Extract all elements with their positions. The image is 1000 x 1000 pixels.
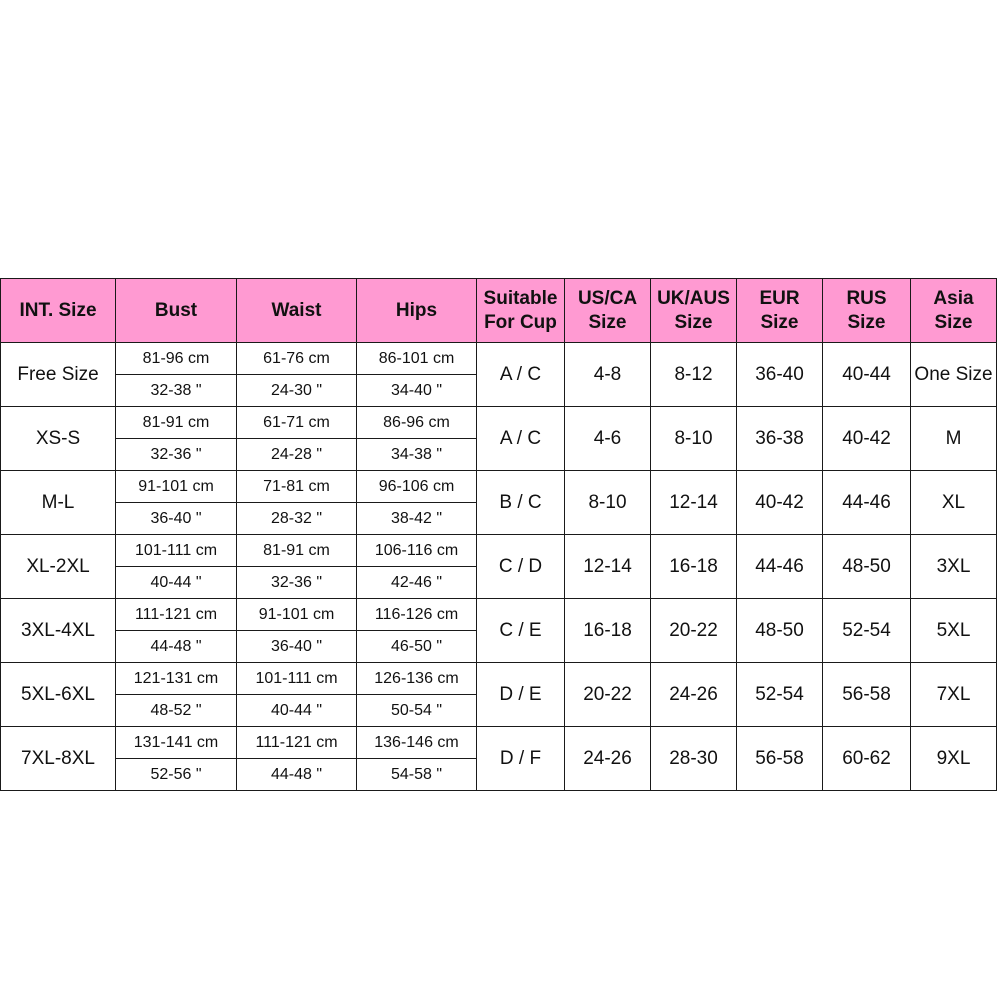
eur-size-cell: 40-42 [737, 471, 823, 535]
int-size-cell: 7XL-8XL [1, 727, 116, 791]
us-ca-size-cell: 16-18 [565, 599, 651, 663]
hips-cm-cell: 86-101 cm [357, 343, 477, 375]
bust-cm-cell: 91-101 cm [116, 471, 237, 503]
rus-size-cell: 40-44 [823, 343, 911, 407]
hips-inch-cell: 34-38 " [357, 439, 477, 471]
header-hips: Hips [357, 279, 477, 343]
eur-size-cell: 56-58 [737, 727, 823, 791]
waist-cm-cell: 81-91 cm [237, 535, 357, 567]
eur-size-cell: 36-38 [737, 407, 823, 471]
header-eur-size [737, 279, 823, 343]
hips-cm-cell: 136-146 cm [357, 727, 477, 759]
hips-cm-cell: 86-96 cm [357, 407, 477, 439]
waist-inch-cell: 24-30 " [237, 375, 357, 407]
hips-cm-cell: 106-116 cm [357, 535, 477, 567]
table-row [1, 663, 997, 695]
cup-cell: C / D [477, 535, 565, 599]
rus-size-cell: 60-62 [823, 727, 911, 791]
uk-aus-size-cell: 8-12 [651, 343, 737, 407]
waist-inch-cell: 24-28 " [237, 439, 357, 471]
uk-aus-size-cell: 20-22 [651, 599, 737, 663]
cup-cell: A / C [477, 407, 565, 471]
int-size-cell: 3XL-4XL [1, 599, 116, 663]
header-ukaus-line1: UK/AUS [657, 287, 730, 309]
header-uk-aus-size [651, 279, 737, 343]
hips-cm-cell: 116-126 cm [357, 599, 477, 631]
header-eur-line1: EUR [759, 287, 800, 309]
table-row [1, 407, 997, 439]
table-row [1, 471, 997, 503]
hips-inch-cell: 34-40 " [357, 375, 477, 407]
header-suitable-for-cup [477, 279, 565, 343]
header-usca-line1: US/CA [577, 287, 638, 309]
bust-cm-cell: 101-111 cm [116, 535, 237, 567]
waist-inch-cell: 28-32 " [237, 503, 357, 535]
bust-inch-cell: 48-52 " [116, 695, 237, 727]
waist-cm-cell: 101-111 cm [237, 663, 357, 695]
eur-size-cell: 36-40 [737, 343, 823, 407]
header-cup-line1: Suitable [483, 287, 558, 309]
waist-inch-cell: 32-36 " [237, 567, 357, 599]
bust-cm-cell: 81-96 cm [116, 343, 237, 375]
header-usca-line2: Size [588, 311, 627, 333]
cup-cell: B / C [477, 471, 565, 535]
bust-inch-cell: 40-44 " [116, 567, 237, 599]
hips-inch-cell: 50-54 " [357, 695, 477, 727]
us-ca-size-cell: 4-8 [565, 343, 651, 407]
bust-cm-cell: 121-131 cm [116, 663, 237, 695]
asia-size-cell: 9XL [911, 727, 997, 791]
header-asia-line1: Asia [933, 287, 974, 309]
uk-aus-size-cell: 8-10 [651, 407, 737, 471]
waist-cm-cell: 71-81 cm [237, 471, 357, 503]
us-ca-size-cell: 12-14 [565, 535, 651, 599]
header-row [1, 279, 997, 343]
us-ca-size-cell: 20-22 [565, 663, 651, 727]
waist-inch-cell: 36-40 " [237, 631, 357, 663]
us-ca-size-cell: 4-6 [565, 407, 651, 471]
table-row [1, 343, 997, 375]
waist-inch-cell: 40-44 " [237, 695, 357, 727]
table-row [1, 535, 997, 567]
int-size-cell: XL-2XL [1, 535, 116, 599]
header-rus-line1: RUS [846, 287, 887, 309]
uk-aus-size-cell: 24-26 [651, 663, 737, 727]
eur-size-cell: 48-50 [737, 599, 823, 663]
bust-inch-cell: 32-36 " [116, 439, 237, 471]
uk-aus-size-cell: 12-14 [651, 471, 737, 535]
size-rows [1, 343, 997, 791]
header-int-size: INT. Size [1, 279, 116, 343]
hips-inch-cell: 38-42 " [357, 503, 477, 535]
header-asia-line2: Size [934, 311, 973, 333]
waist-inch-cell: 44-48 " [237, 759, 357, 791]
hips-cm-cell: 126-136 cm [357, 663, 477, 695]
bust-inch-cell: 36-40 " [116, 503, 237, 535]
bust-inch-cell: 44-48 " [116, 631, 237, 663]
rus-size-cell: 56-58 [823, 663, 911, 727]
cup-cell: C / E [477, 599, 565, 663]
int-size-cell: M-L [1, 471, 116, 535]
cup-cell: D / E [477, 663, 565, 727]
int-size-cell: 5XL-6XL [1, 663, 116, 727]
table-row [1, 727, 997, 759]
waist-cm-cell: 61-76 cm [237, 343, 357, 375]
bust-inch-cell: 52-56 " [116, 759, 237, 791]
us-ca-size-cell: 8-10 [565, 471, 651, 535]
header-us-ca-size [565, 279, 651, 343]
header-ukaus-line2: Size [674, 311, 713, 333]
bust-cm-cell: 111-121 cm [116, 599, 237, 631]
asia-size-cell: 3XL [911, 535, 997, 599]
hips-inch-cell: 46-50 " [357, 631, 477, 663]
waist-cm-cell: 91-101 cm [237, 599, 357, 631]
cup-cell: A / C [477, 343, 565, 407]
asia-size-cell: 5XL [911, 599, 997, 663]
size-chart-table [0, 278, 997, 791]
header-rus-size [823, 279, 911, 343]
header-asia-size [911, 279, 997, 343]
rus-size-cell: 52-54 [823, 599, 911, 663]
rus-size-cell: 48-50 [823, 535, 911, 599]
bust-cm-cell: 81-91 cm [116, 407, 237, 439]
header-waist: Waist [237, 279, 357, 343]
uk-aus-size-cell: 28-30 [651, 727, 737, 791]
hips-cm-cell: 96-106 cm [357, 471, 477, 503]
header-rus-line2: Size [847, 311, 886, 333]
asia-size-cell: One Size [911, 343, 997, 407]
cup-cell: D / F [477, 727, 565, 791]
hips-inch-cell: 54-58 " [357, 759, 477, 791]
int-size-cell: Free Size [1, 343, 116, 407]
us-ca-size-cell: 24-26 [565, 727, 651, 791]
asia-size-cell: M [911, 407, 997, 471]
bust-cm-cell: 131-141 cm [116, 727, 237, 759]
asia-size-cell: XL [911, 471, 997, 535]
eur-size-cell: 52-54 [737, 663, 823, 727]
waist-cm-cell: 61-71 cm [237, 407, 357, 439]
waist-cm-cell: 111-121 cm [237, 727, 357, 759]
hips-inch-cell: 42-46 " [357, 567, 477, 599]
asia-size-cell: 7XL [911, 663, 997, 727]
header-bust: Bust [116, 279, 237, 343]
header-cup-line2: For Cup [484, 311, 557, 333]
header-eur-line2: Size [760, 311, 799, 333]
rus-size-cell: 40-42 [823, 407, 911, 471]
eur-size-cell: 44-46 [737, 535, 823, 599]
table-row [1, 599, 997, 631]
uk-aus-size-cell: 16-18 [651, 535, 737, 599]
rus-size-cell: 44-46 [823, 471, 911, 535]
int-size-cell: XS-S [1, 407, 116, 471]
bust-inch-cell: 32-38 " [116, 375, 237, 407]
